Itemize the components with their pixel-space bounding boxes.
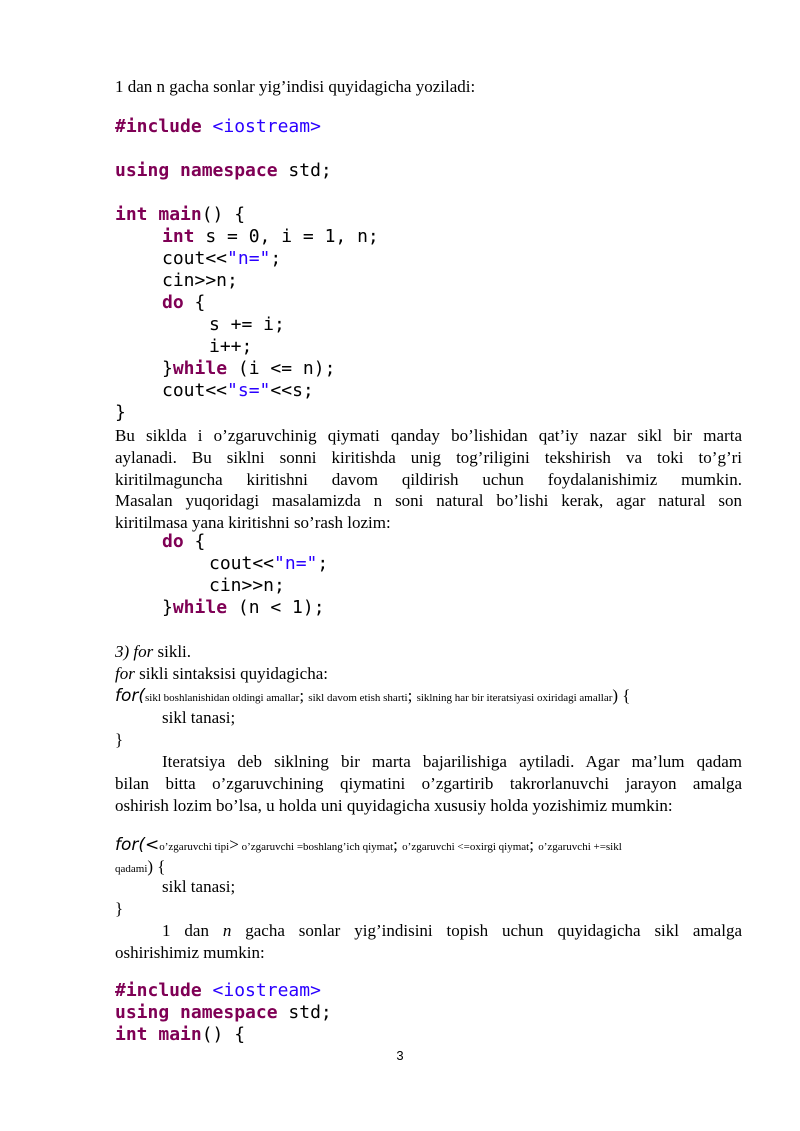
code-text: std; [288,160,332,181]
paragraph-line: kiritilmasa yana kiritishni so’rash lozim: [115,513,391,532]
para-var: n [222,921,232,940]
code-line [162,358,335,380]
for-keyword: for(< [115,835,160,855]
syntax-intro-text: sikli sintaksisi quyidagicha: [134,664,328,683]
code-text: cout<< [162,248,228,269]
paragraph-line: bilan bitta o’zgaruvchining qiymatini o’zgartirib takrorlanuvchi jarayon amalga [115,774,742,793]
paragraph-line: oshirish lozim bo’lsa, u holda uni quyidagicha xususiy holda yozishimiz mumkin: [115,796,673,815]
code-keyword: using [115,1002,170,1023]
code-line: s += i; [209,314,285,335]
code-keyword: do [162,531,184,552]
code-text: cout<< [209,553,275,574]
code-line [209,553,328,575]
for-syntax-specific-line: for(<o’zgaruvchi tipi> o’zgaruvchi =boshlang’ich qiymat; o’zgaruvchi <=oxirgi qiymat; o’zgaruvchi +=sikl [115,835,622,855]
code-line [115,204,245,226]
paragraph-line: kiritilmaguncha kiritishni davom qildirish uchun foydalanishimiz mumkin. [115,470,742,489]
paragraph-line [162,920,742,942]
code-line: i++; [209,336,253,357]
code-string: <iostream> [212,980,321,1001]
paragraph-line: Iteratsiya deb siklning bir marta bajarilishiga aytiladi. Agar ma’lum qadam [162,752,742,771]
for-keyword: for [115,664,135,683]
code-line: } [115,402,126,423]
code-text: ; [317,553,329,574]
paragraph-line: oshirishimiz mumkin: [115,943,265,962]
for-syntax-specific-cont [115,856,165,880]
section-heading [115,641,191,663]
for-keyword: for( [115,686,146,706]
code-keyword: using [115,160,170,181]
syntax-part: o’zgaruvchi <=oxirgi qiymat [402,841,530,853]
code-keyword: while [172,358,228,379]
syntax-part: > [229,835,239,854]
syntax-part: sikl davom etish sharti [308,692,408,704]
syntax-part: o’zgaruvchi tipi [159,841,230,853]
syntax-part: o’zgaruvchi =boshlang’ich qiymat [238,841,394,853]
code-line [162,292,205,314]
code-string: "s=" [227,380,271,401]
page-number: 3 [396,1048,404,1063]
syntax-close: ) { [612,686,631,705]
code-string: <iostream> [212,116,321,137]
para-text: gacha sonlar yig’indisini topish uchun quyidagicha sikl amalga [231,921,742,940]
loop-body-text: sikl tanasi; [162,708,236,727]
code-keyword: main [158,1024,202,1045]
para-text: 1 dan [162,921,223,940]
code-line [115,980,321,1002]
code-line [115,160,332,182]
code-text: std; [288,1002,332,1023]
closing-brace: } [115,899,124,918]
code-keyword: int [115,1024,148,1045]
code-text: } [162,597,173,618]
code-line [115,1002,332,1024]
code-text: cout<< [162,380,228,401]
code-text: { [194,292,206,313]
code-string: "n=" [274,553,318,574]
code-line: cin>>n; [209,575,285,596]
code-text: } [162,358,173,379]
code-keyword: int [162,226,195,247]
code-string: "n=" [227,248,271,269]
code-text: ; [270,248,282,269]
code-text: <<s; [270,380,314,401]
syntax-part: siklning har bir iteratsiyasi oxiridagi amallar [416,692,613,704]
loop-body-text: sikl tanasi; [162,877,236,896]
code-keyword: namespace [180,1002,278,1023]
code-line [162,226,379,248]
code-text: () { [201,1024,246,1045]
section-title: sikli. [153,642,192,661]
code-keyword: namespace [180,160,278,181]
code-keyword: main [158,204,202,225]
syntax-part: sikl boshlanishidan oldingi amallar [145,692,300,704]
paragraph-line: aylanadi. Bu siklni sonni kiritishda unig tog’riligini tekshirish va toki to’g’ri [115,448,742,467]
for-syntax-line: for(sikl boshlanishidan oldingi amallar; sikl davom etish sharti; siklning har bir iteratsiyasi oxiridagi amallar) { [115,686,631,706]
code-line [115,1024,245,1046]
syntax-close: ) { [147,857,166,876]
code-keyword: #include [115,980,202,1001]
code-line [162,380,314,402]
code-keyword: int [115,204,148,225]
code-text: { [194,531,206,552]
code-line: cin>>n; [162,270,238,291]
paragraph-line: Masalan yuqoridagi masalamizda n soni natural bo’lishi kerak, agar natural son [115,491,742,510]
code-line [115,116,321,138]
code-keyword: while [172,597,228,618]
intro-text: 1 dan n gacha sonlar yig’indisi quyidagicha yoziladi: [115,77,476,96]
section-number: 3) for [115,642,154,661]
code-text: s = 0, i = 1, n; [205,226,379,247]
closing-brace: } [115,730,124,749]
code-line [162,597,325,619]
syntax-intro [115,663,328,685]
code-text: (n < 1); [237,597,325,618]
code-keyword: do [162,292,184,313]
code-text: () { [201,204,246,225]
syntax-part: qadami [115,863,148,875]
code-line [162,531,205,553]
code-line [162,248,281,270]
syntax-part: o’zgaruvchi +=sikl [538,841,622,853]
paragraph-line: Bu siklda i o’zgaruvchinig qiymati qanday bo’lishidan qat’iy nazar sikl bir marta [115,426,742,445]
code-text: (i <= n); [237,358,336,379]
code-keyword: #include [115,116,202,137]
